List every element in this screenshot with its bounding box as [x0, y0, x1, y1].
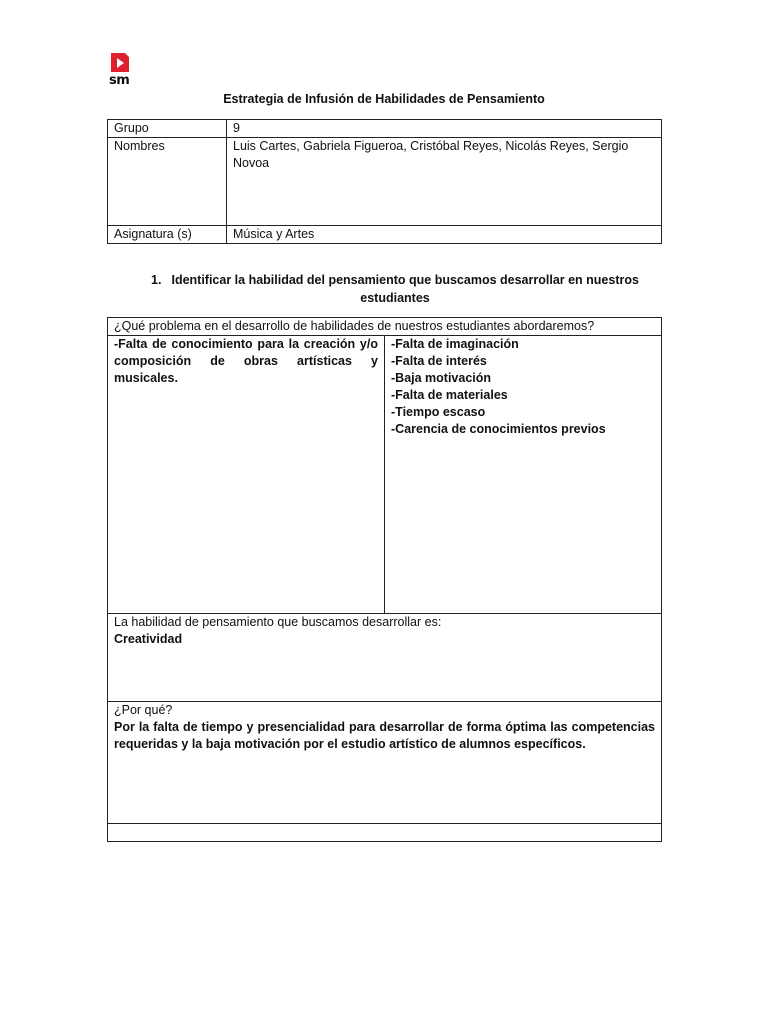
table-row [108, 614, 662, 702]
list-item: -Tiempo escaso [391, 405, 486, 419]
table-row [108, 702, 662, 824]
skill-prompt: La habilidad de pensamiento que buscamos desarrollar es: [114, 615, 442, 629]
sm-logo [109, 52, 139, 88]
problem-answer-right [385, 336, 662, 614]
main-table [107, 317, 662, 842]
table-row [108, 120, 662, 138]
skill-cell [108, 614, 662, 702]
names-value: Luis Cartes, Gabriela Figueroa, Cristóbal Reyes, Nicolás Reyes, Sergio Novoa [227, 138, 662, 226]
logo-text: sm [109, 73, 130, 88]
why-cell [108, 702, 662, 824]
section-heading [150, 271, 640, 307]
list-item: -Carencia de conocimientos previos [391, 422, 606, 436]
document-title: Estrategia de Infusión de Habilidades de Pensamiento [223, 92, 545, 106]
group-label: Grupo [108, 120, 227, 138]
list-item: -Falta de interés [391, 354, 487, 368]
table-row [108, 824, 662, 842]
group-value: 9 [227, 120, 662, 138]
subject-label: Asignatura (s) [108, 226, 227, 244]
table-row [108, 318, 662, 336]
section-number: 1. [151, 273, 162, 287]
list-item: -Falta de imaginación [391, 337, 519, 351]
table-row [108, 336, 662, 614]
section-heading-text: Identificar la habilidad del pensamiento que buscamos desarrollar en nuestros estudiantes [171, 273, 639, 305]
problem-question: ¿Qué problema en el desarrollo de habilidades de nuestros estudiantes abordaremos? [108, 318, 662, 336]
problem-answer-left: -Falta de conocimiento para la creación y/o composición de obras artísticas y musicales. [108, 336, 385, 614]
table-row [108, 138, 662, 226]
list-item: -Falta de materiales [391, 388, 508, 402]
play-icon [109, 52, 131, 74]
empty-row-cell [108, 824, 662, 842]
why-prompt: ¿Por qué? [114, 703, 173, 717]
info-table [107, 119, 662, 244]
subject-value: Música y Artes [227, 226, 662, 244]
table-row [108, 226, 662, 244]
skill-answer: Creatividad [114, 632, 183, 646]
why-answer: Por la falta de tiempo y presencialidad para desarrollar de forma óptima las competencias requeridas y la baja motivación por el estudio artístico de alumnos específicos. [114, 720, 655, 751]
names-label: Nombres [108, 138, 227, 226]
list-item: -Baja motivación [391, 371, 492, 385]
